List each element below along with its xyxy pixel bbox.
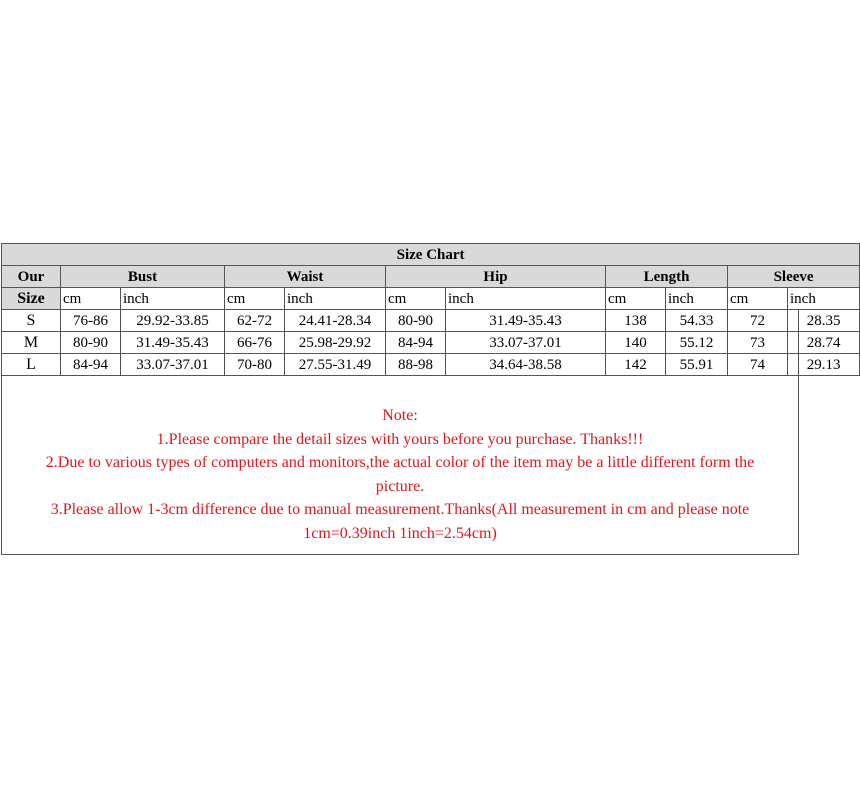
hip-inch-cell: 34.64-38.58: [446, 354, 606, 376]
unit-cm: cm: [225, 288, 285, 310]
length-cm-cell: 140: [606, 332, 666, 354]
bust-inch-cell: 33.07-37.01: [121, 354, 225, 376]
size-chart-table: [1, 243, 860, 376]
table-row: [2, 310, 860, 332]
length-inch-cell: 55.91: [666, 354, 728, 376]
waist-inch-cell: 27.55-31.49: [285, 354, 386, 376]
length-cm-cell: 138: [606, 310, 666, 332]
note-line: 3.Please allow 1-3cm difference due to manual measurement.Thanks(All measurement in cm and please note: [50, 501, 750, 518]
note-line: 1cm=0.39inch 1inch=2.54cm): [303, 524, 497, 542]
unit-inch: inch: [121, 288, 225, 310]
waist-cm-cell: 62-72: [225, 310, 285, 332]
bust-cm-cell: 80-90: [61, 332, 121, 354]
sleeve-inch-cell: 28.35: [788, 310, 860, 332]
group-header-sleeve: Sleeve: [728, 266, 860, 288]
note-line: 1.Please compare the detail sizes with yours before you purchase. Thanks!!!: [156, 430, 644, 448]
hip-inch-cell: 31.49-35.43: [446, 310, 606, 332]
sleeve-inch-cell: 28.74: [788, 332, 860, 354]
size-header: Size: [2, 288, 61, 310]
bust-cm-cell: 84-94: [61, 354, 121, 376]
hip-cm-cell: 80-90: [386, 310, 446, 332]
hip-cm-cell: 84-94: [386, 332, 446, 354]
unit-inch: inch: [446, 288, 606, 310]
bust-inch-cell: 29.92-33.85: [121, 310, 225, 332]
size-cell: S: [2, 310, 61, 332]
sleeve-cm-cell: 74: [728, 354, 788, 376]
note-heading: Note:: [382, 407, 418, 424]
waist-cm-cell: 66-76: [225, 332, 285, 354]
size-header: Our: [2, 266, 61, 288]
note-line: picture.: [375, 477, 425, 495]
table-row: [2, 332, 860, 354]
bust-inch-cell: 31.49-35.43: [121, 332, 225, 354]
sleeve-cm-cell: 72: [728, 310, 788, 332]
notes-block: [2, 404, 798, 545]
unit-cm: cm: [61, 288, 121, 310]
unit-inch: inch: [285, 288, 386, 310]
group-header-length: Length: [606, 266, 728, 288]
unit-cm: cm: [728, 288, 788, 310]
group-header-hip: Hip: [386, 266, 606, 288]
size-cell: M: [2, 332, 61, 354]
hip-inch-cell: 33.07-37.01: [446, 332, 606, 354]
length-cm-cell: 142: [606, 354, 666, 376]
unit-cm: cm: [386, 288, 446, 310]
hip-cm-cell: 88-98: [386, 354, 446, 376]
group-header-waist: Waist: [225, 266, 386, 288]
table-title: Size Chart: [2, 244, 860, 266]
group-header-bust: Bust: [61, 266, 225, 288]
length-inch-cell: 55.12: [666, 332, 728, 354]
sleeve-inch-cell: 29.13: [788, 354, 860, 376]
waist-inch-cell: 24.41-28.34: [285, 310, 386, 332]
unit-inch: inch: [666, 288, 728, 310]
size-cell: L: [2, 354, 61, 376]
table-row: [2, 354, 860, 376]
bust-cm-cell: 76-86: [61, 310, 121, 332]
unit-cm: cm: [606, 288, 666, 310]
note-line: 2.Due to various types of computers and monitors,the actual color of the item may be a little different form the: [45, 454, 755, 471]
sleeve-cm-cell: 73: [728, 332, 788, 354]
waist-cm-cell: 70-80: [225, 354, 285, 376]
waist-inch-cell: 25.98-29.92: [285, 332, 386, 354]
unit-inch: inch: [788, 288, 860, 310]
length-inch-cell: 54.33: [666, 310, 728, 332]
